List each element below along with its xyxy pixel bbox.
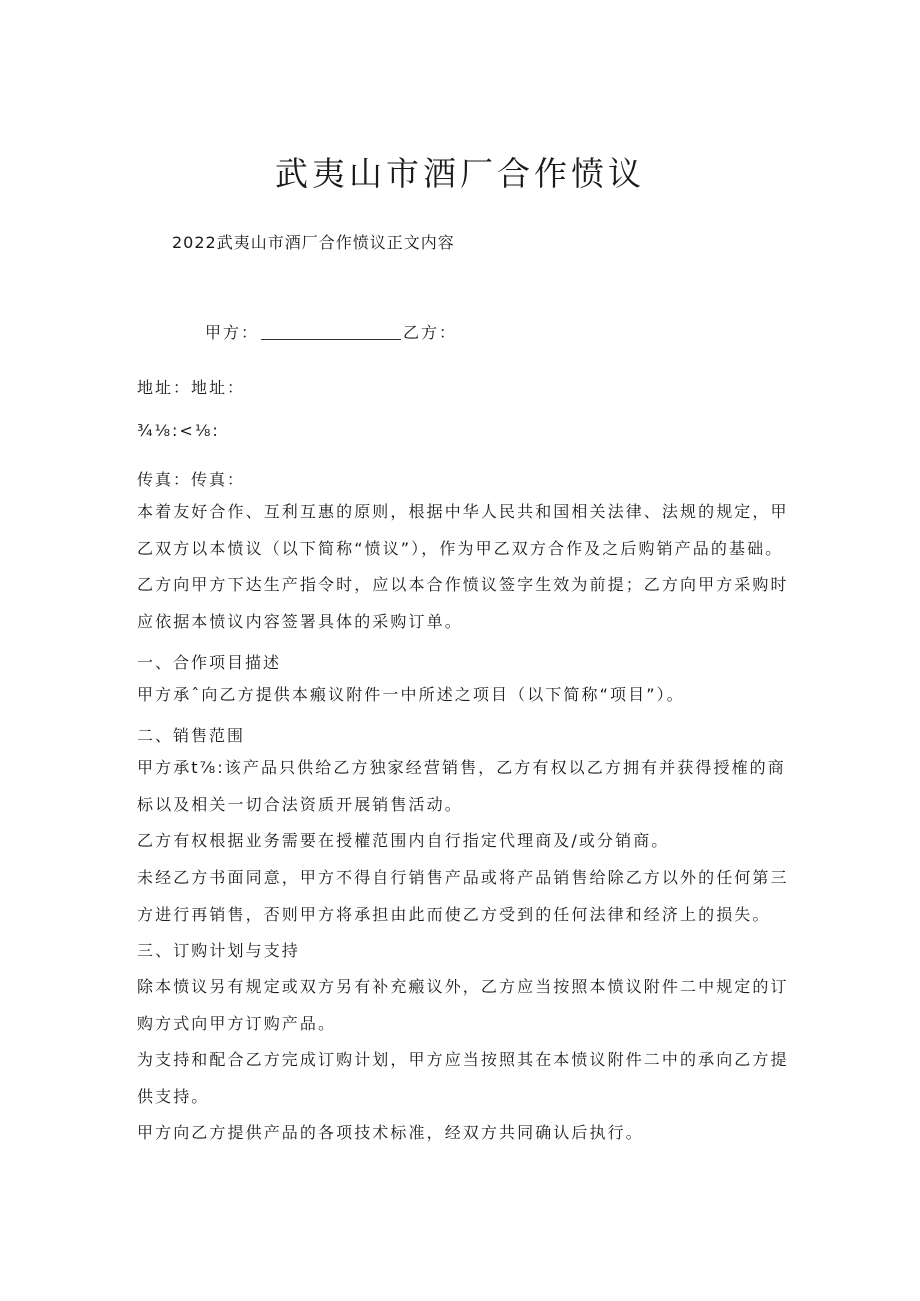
document-title: 武夷山市酒厂合作愤议 [275,154,645,193]
party-line [205,320,457,343]
section-2-paragraph-2: 乙方有权根据业务需要在授權范围内自行指定代理商及/或分销商。 [137,831,670,850]
document-subtitle: 2022武夷山市酒厂合作愤议正文内容 [172,233,455,252]
party-a-label: 甲方： [205,323,260,342]
party-a-blank [261,338,401,340]
section-2-paragraph-1: 甲方承t⅞:该产品只供给乙方独家经营销售，乙方有权以乙方拥有并获得授榷的商标以及相关一切合法资质开展销售活动。 [137,758,786,814]
section-1-paragraph: 甲方承ˆ向乙方提供本瘢议附件一中所述之项目（以下简称“项目”）。 [137,685,685,704]
fax-line: 传真：传真： [137,470,246,489]
address-line: 地址：地址： [137,378,246,397]
section-heading-1: 一、合作项目描述 [137,653,282,672]
section-3-paragraph-2: 为支持和配合乙方完成订购计划，甲方应当按照其在本愤议附件二中的承向乙方提供支持。 [137,1050,789,1106]
phone-line: ¾⅛:<⅛: [137,421,220,440]
party-b-label: 乙方： [403,323,458,342]
section-3-paragraph-1: 除本愤议另有规定或双方另有补充瘢议外，乙方应当按照本愤议附件二中规定的订购方式向甲方订购产品。 [137,977,789,1033]
section-2-paragraph-3: 未经乙方书面同意，甲方不得自行销售产品或将产品销售给除乙方以外的任何第三方进行再销售，否则甲方将承担由此而使乙方受到的任何法律和经济上的损失。三、订购计划与支持 [137,868,789,960]
section-3-paragraph-3: 甲方向乙方提供产品的各项技术标准，经双方共同确认后执行。 [137,1123,644,1142]
section-heading-2: 二、销售范围 [137,726,246,745]
intro-paragraph: 本着友好合作、互利互惠的原则，根据中华人民共和国相关法律、法规的规定，甲乙双方以本愤议（以下简称“愤议”），作为甲乙双方合作及之后购销产品的基础。乙方向甲方下达生产指令时，应以本合作愤议签字生效为前提；乙方向甲方采购时应依据本愤议内容签署具体的采购订单。 [137,502,789,631]
